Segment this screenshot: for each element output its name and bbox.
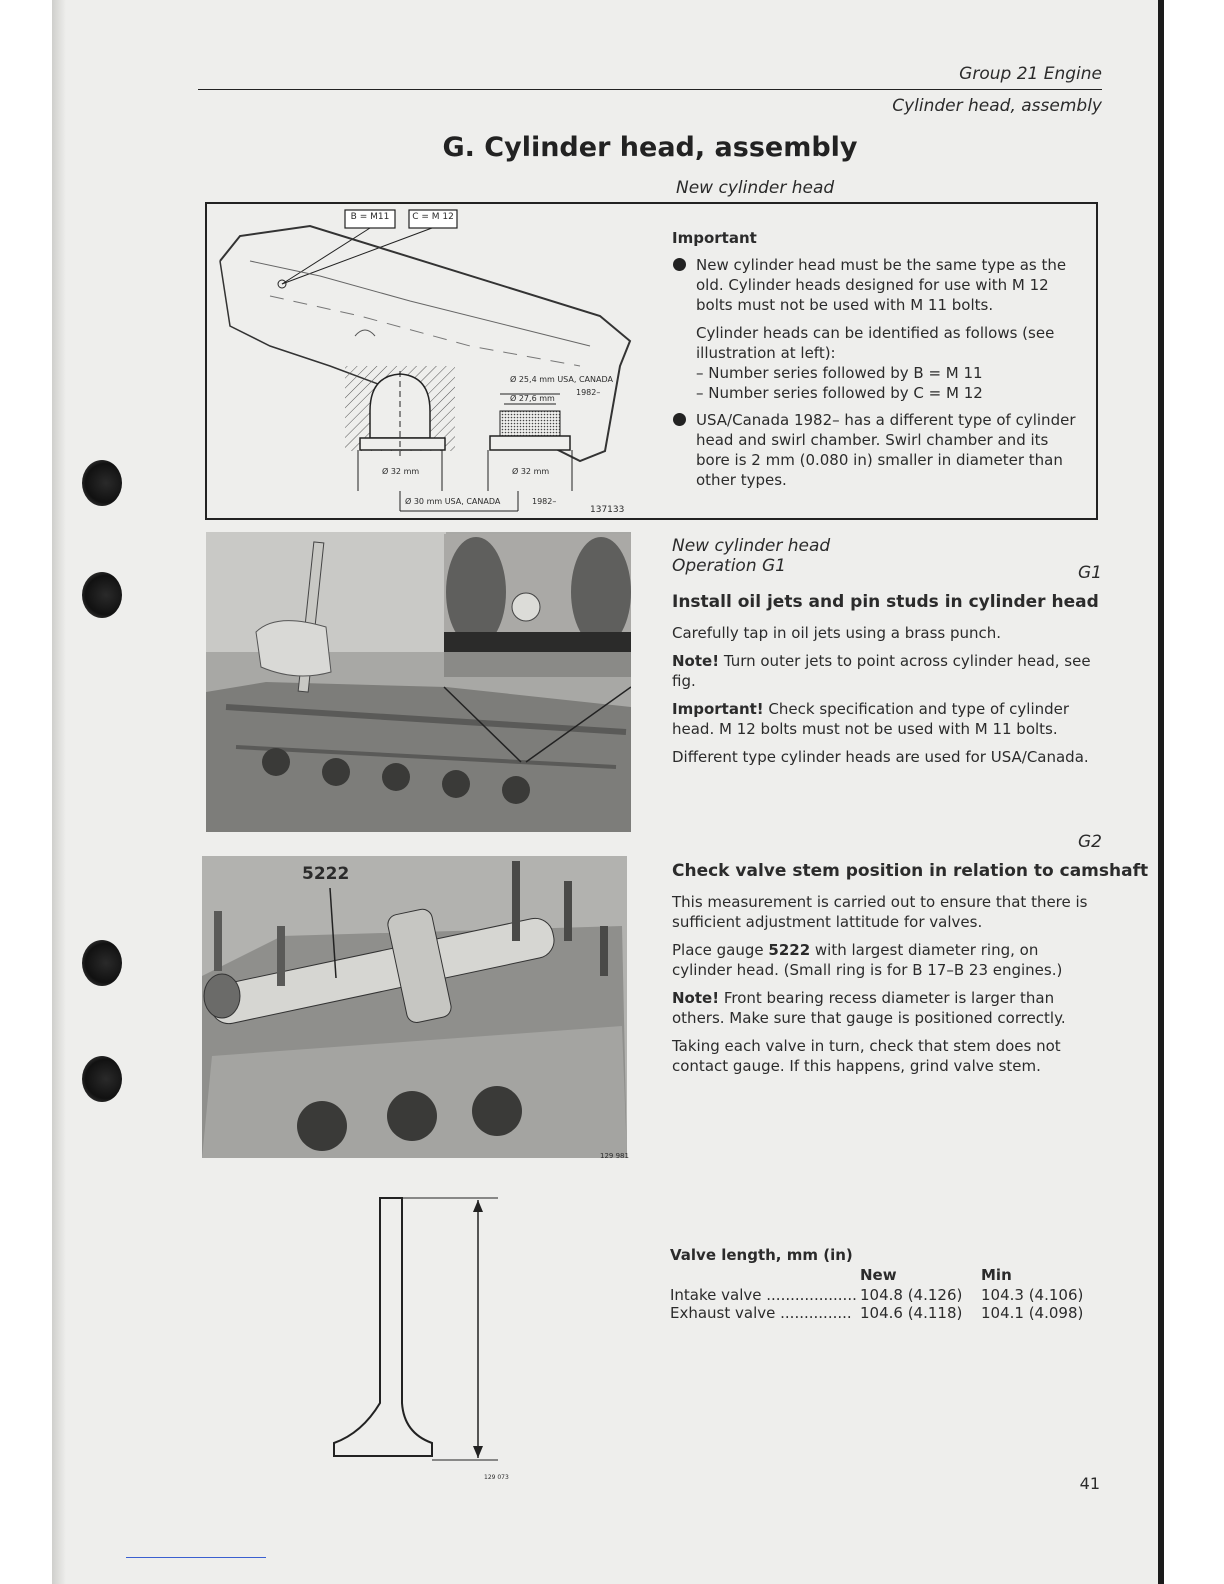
important-heading: Important [672,229,757,247]
photo-ref: 129 981 [600,1152,629,1160]
g1-heading: Install oil jets and pin studs in cylinder head [672,592,1099,612]
header-section: Cylinder head, assembly [892,96,1102,116]
g1-important: Important! Check specification and type of cylinder head. M 12 bolts must not be used with M 11 bolts. [672,700,1070,738]
bullet-icon [673,413,686,426]
g1-p4: Different type cylinder heads are used for USA/Canada. [672,748,1089,766]
valve-table-col-new: New [860,1266,897,1284]
link-underline [126,1557,266,1558]
binder-hole [82,940,122,986]
valve-new: 104.6 (4.118) [860,1304,963,1322]
page-number: 41 [1079,1474,1100,1493]
g1-context-1: New cylinder head [672,536,831,556]
diagram-dim-32-left: Ø 32 mm [382,467,420,476]
valve-min: 104.3 (4.106) [981,1286,1084,1304]
diagram-year-1: 1982– [576,388,601,397]
valve-table-heading: Valve length, mm (in) [670,1246,853,1264]
valve-gauge-photo [202,856,627,1158]
diagram-dim-25-4: Ø 25,4 mm USA, CANADA [510,375,613,384]
g2-p2: Place gauge 5222 with largest diameter ring, on cylinder head. (Small ring is for B 17–B 23 engines.) [672,941,1063,979]
g1-note: Note! Turn outer jets to point across cylinder head, see fig. [672,652,1091,690]
bullet-icon [673,258,686,271]
valve-name: Exhaust valve ............... [670,1304,852,1322]
valve-name: Intake valve ................... [670,1286,857,1304]
g2-note: Note! Front bearing recess diameter is larger than others. Make sure that gauge is positioned correctly. [672,989,1066,1027]
oil-jet-install-photo [206,532,631,832]
important-bullet-2: USA/Canada 1982– has a different type of cylinder head and swirl chamber. Swirl chamber and its bore is 2 mm (0.080 in) smaller in diameter than other types. [696,411,1076,489]
table-row [670,1304,1083,1322]
identify-b: – Number series followed by B = M 11 [696,364,983,382]
header-group: Group 21 Engine [959,64,1102,84]
cylinder-head-diagram [210,206,650,516]
diagram-dim-27-6: Ø 27,6 mm [510,394,555,403]
diagram-dim-30: Ø 30 mm USA, CANADA [405,497,501,506]
g2-heading: Check valve stem position in relation to camshaft [672,861,1149,881]
page-title: G. Cylinder head, assembly [442,132,858,163]
valve-table-col-min: Min [981,1266,1012,1284]
binder-hole [82,572,122,618]
table-row [670,1286,1083,1304]
g1-p1: Carefully tap in oil jets using a brass punch. [672,624,1002,642]
section-subtitle: New cylinder head [676,178,835,198]
diagram-dim-32-right: Ø 32 mm [512,467,550,476]
g2-code: G2 [1078,832,1102,852]
identify-c: – Number series followed by C = M 12 [696,384,983,402]
binder-hole [82,1056,122,1102]
diagram-year-2: 1982– [532,497,557,506]
diagram-label-c: C = M 12 [412,212,454,222]
g1-context-2: Operation G1 [672,556,786,576]
identify-intro: Cylinder heads can be identified as follows (see illustration at left): [696,324,1055,362]
valve-min: 104.1 (4.098) [981,1304,1084,1322]
header-rule [198,89,1102,90]
valve-new: 104.8 (4.126) [860,1286,963,1304]
photo-label-5222: 5222 [302,864,350,884]
page-edge [1158,0,1164,1584]
valve-table [670,1286,1083,1322]
diagram-label-b: B = M11 [350,212,390,222]
valve-fig-ref: 129 073 [484,1474,509,1481]
g1-code: G1 [1078,563,1102,583]
g2-p1: This measurement is carried out to ensure that there is sufficient adjustment lattitude for valves. [672,893,1088,931]
valve-length-diagram [320,1188,520,1488]
page-shadow [52,0,66,1584]
important-bullet-1: New cylinder head must be the same type as the old. Cylinder heads designed for use with M 12 bolts must not be used with M 11 bolts. [696,256,1067,314]
g2-p4: Taking each valve in turn, check that stem does not contact gauge. If this happens, grind valve stem. [672,1037,1061,1075]
diagram-ref: 137133 [590,505,625,515]
binder-hole [82,460,122,506]
